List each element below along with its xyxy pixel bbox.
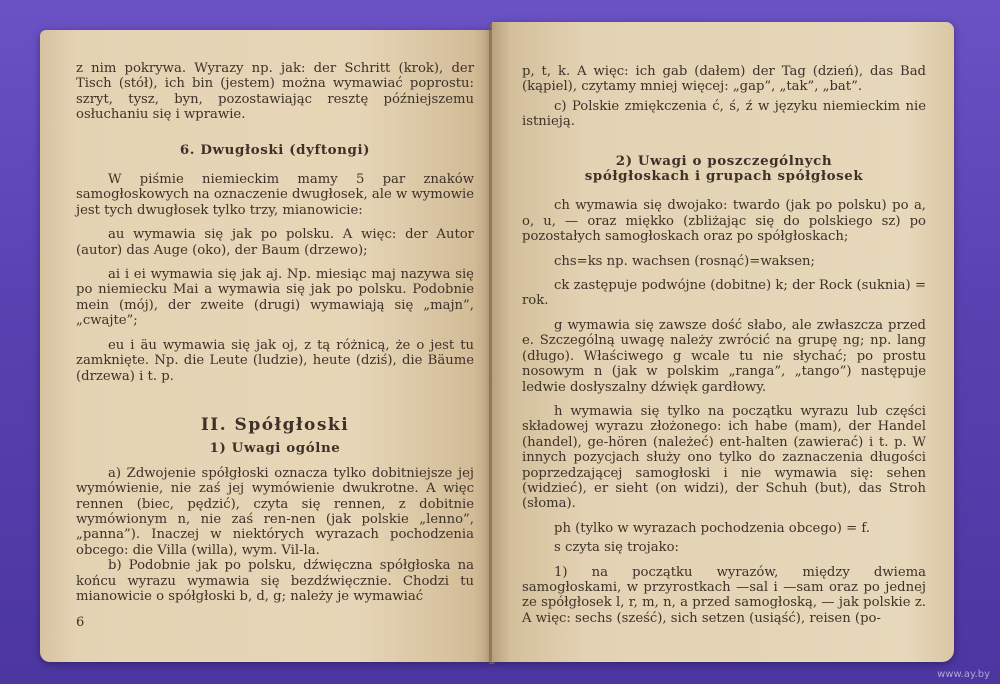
paragraph-diphthongs-intro: W piśmie niemieckim mamy 5 par znaków samogłoskowych na oznaczenie dwugłosek, ale w wymowie jest tych dwugłosek tylko trzy, mianowicie:	[76, 172, 474, 218]
heading-consonants: II. Spółgłoski	[200, 414, 350, 435]
left-page	[40, 30, 492, 662]
right-page	[492, 22, 954, 662]
paragraph-s-rule-1: 1) na początku wyrazów, między dwiema samogłoskami, w przyrostkach —sal i —sam oraz po jednej ze spółgłosek l, r, m, n, a przed samogłoską, — jak polskie z. A więc: sechs (sześć), sich setzen (usiąść), reisen (po-	[522, 564, 926, 626]
watermark: www.ay.by	[937, 669, 990, 680]
paragraph-ck: ck zastępuje podwójne (dobitne) k; der Rock (suknia) = rok.	[522, 278, 926, 309]
paragraph-ai-ei: ai i ei wymawia się jak aj. Np. miesiąc maj nazywa się po niemiecku Mai a wymawia się jak po polsku. Podobnie mein (mój), der zweite (drugi) wymawiają się „majn”, „cwajte”;	[76, 267, 474, 329]
page-number: 6	[76, 614, 85, 630]
paragraph-s: s czyta się trojako:	[554, 540, 679, 556]
paragraph-ch: ch wymawia się dwojako: twardo (jak po polsku) po a, o, u, — oraz miękko (zbliżając się do polskiego sz) po pozostałych samogłoskach oraz po spółgłoskach;	[522, 198, 926, 245]
paragraph-eu: eu i äu wymawia się jak oj, z tą różnicą, że o jest tu zamknięte. Np. die Leute (ludzie), heute (dziś), die Bäume (drzewa) i t. p.	[76, 337, 474, 384]
heading-diphthongs: 6. Dwugłoski (dyftongi)	[179, 141, 371, 158]
paragraph-au: au wymawia się jak po polsku. A więc: der Autor (autor) das Auge (oko), der Baum (drzewo);	[76, 227, 474, 258]
paragraph-doubling: a) Zdwojenie spółgłoski oznacza tylko dobitniejsze jej wymówienie, nie zaś jej wymówienie dwukrotne. A więc rennen (biec, pędzić), czyta się rennen, z dobitnie wymówionym n, nie zaś ren-nen (jak polskie „lenno”, „panna”). Inaczej w niektórych wyrazach pochodzenia obcego: die Villa (willa), wym. Vil-la.	[76, 465, 474, 558]
paragraph-ph: ph (tylko w wyrazach pochodzenia obcego) = f.	[554, 520, 870, 536]
paragraph-voiced-final: b) Podobnie jak po polsku, dźwięczna spółgłoska na końcu wyrazu wymawia się bezdźwięcznie. Chodzi tu mianowicie o spółgłoski b, d, g; należy je wymawiać	[76, 558, 474, 604]
heading-specific-consonants: 2) Uwagi o poszczególnych spółgłoskach i grupach spółgłosek	[584, 152, 864, 185]
paragraph-softening: c) Polskie zmiękczenia ć, ś, ź w języku niemieckim nie istnieją.	[522, 98, 926, 130]
paragraph-chs: chs=ks np. wachsen (rosnąć)=waksen;	[554, 253, 815, 269]
paragraph-g: g wymawia się zawsze dość słabo, ale zwłaszcza przed e. Szczególną uwagę należy zwrócić na grupę ng; np. lang (długo). Właściwego g wcale tu nie słychać; po prostu nosowym n (jak w polskim „ranga”, „tango”) następuje ledwie dosłyszalny dźwięk gardłowy.	[522, 317, 926, 395]
paragraph-h: h wymawia się tylko na początku wyrazu lub części składowej wyrazu złożonego: ich habe (mam), der Handel (handel), ge-hören (należeć) ent-halten (zawierać) i t. p. W innych pozycjach służy ono tylko do zaznaczenia długości poprzedzającej samogłoski i nie wymawia się: sehen (widzieć), er sieht (on widzi), der Schuh (but), das Stroh (słoma).	[522, 403, 926, 512]
paragraph-continuation: z nim pokrywa. Wyrazy np. jak: der Schritt (krok), der Tisch (stół), ich bin (jestem) można wymawiać poprostu: szryt, tysz, byn, pozostawiając resztę późniejszemu osłuchaniu się i wprawie.	[76, 61, 474, 123]
heading-general-remarks: 1) Uwagi ogólne	[209, 440, 341, 457]
paragraph-continuation-right: p, t, k. A więc: ich gab (dałem) der Tag (dzień), das Bad (kąpiel), czytamy mniej więcej: „gap”, „tak”, „bat”.	[522, 64, 926, 95]
